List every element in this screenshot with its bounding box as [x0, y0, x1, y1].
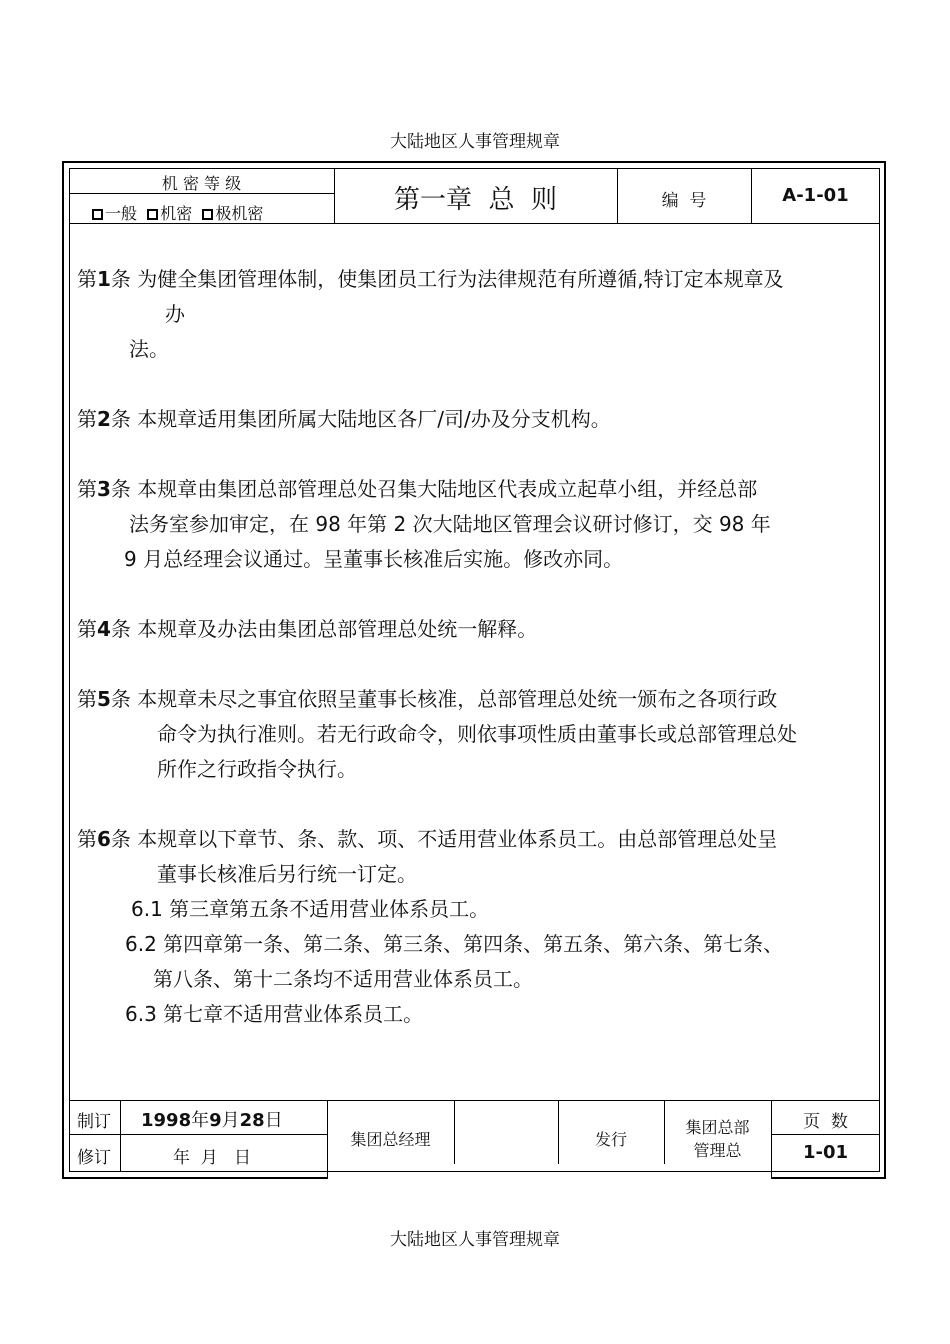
secrecy-label: 机 密 等 级	[161, 174, 242, 193]
made-label: 制订	[77, 1112, 111, 1132]
article-3: 第3条 本规章由集团总部管理总处召集大陆地区代表成立起草小组，并经总部 法务室参加审定，在 98 年第 2 次大陆地区管理会议研讨修订，交 98 年 9 月总经理会议通过。呈董事长核准后实施。修改亦同。	[77, 477, 771, 571]
footer-col-1	[120, 1100, 121, 1172]
made-date: 1998年9月28日	[141, 1110, 283, 1131]
checkbox-general-icon[interactable]	[92, 209, 103, 220]
page-footer-title: 大陆地区人事管理规章	[390, 1230, 560, 1250]
chapter-title: 第一章 总 则	[393, 185, 558, 215]
checkbox-top-secret-icon[interactable]	[202, 209, 213, 220]
article-1: 第1条 为健全集团管理体制，使集团员工行为法律规范有所遵循,特订定本规章及 办 法。	[77, 267, 784, 361]
bottom-border-left	[62, 1177, 328, 1179]
revised-label: 修订	[77, 1148, 111, 1168]
number-label: 编 号	[661, 191, 707, 211]
checkbox-secret-icon[interactable]	[147, 209, 158, 220]
footer-col-3	[454, 1100, 455, 1164]
footer-row-divider-right	[771, 1134, 880, 1135]
pages-value: 1-01	[802, 1142, 849, 1163]
footer-table-top	[69, 1100, 880, 1101]
page-header-title: 大陆地区人事管理规章	[390, 132, 560, 152]
pages-label: 页 数	[803, 1112, 848, 1132]
bottom-border-right	[771, 1177, 886, 1179]
number-value: A-1-01	[782, 185, 849, 206]
issue-label: 发行	[594, 1130, 627, 1149]
article-6: 第6条 本规章以下章节、条、款、项、不适用营业体系员工。由总部管理总处呈 董事长核准后另行统一订定。 6.1 第三章第五条不适用营业体系员工。 6.2 第四章第一条、第二条、第三条、第四条、第五条、第六条、第七条、 第八条、第十二条均不适用营业体系员工。 6.3 第七章不适用营业体系员工。	[77, 827, 784, 1026]
revised-date: 年 月 日	[173, 1148, 252, 1168]
issuer-line-1: 集团总部	[685, 1118, 750, 1137]
footer-row-divider-left	[69, 1134, 328, 1135]
approver: 集团总经理	[350, 1130, 431, 1149]
issuer-line-2: 管理总	[693, 1141, 742, 1160]
secrecy-options: 一般 机密 极机密	[92, 201, 263, 224]
article-2: 第2条 本规章适用集团所属大陆地区各厂/司/办及分支机构。	[77, 407, 611, 431]
article-5: 第5条 本规章未尽之事宜依照呈董事长核准，总部管理总处统一颁布之各项行政 命令为执行准则。若无行政命令，则依事项性质由董事长或总部管理总处 所作之行政指令执行。	[77, 687, 797, 781]
article-4: 第4条 本规章及办法由集团总部管理总处统一解释。	[77, 617, 538, 641]
